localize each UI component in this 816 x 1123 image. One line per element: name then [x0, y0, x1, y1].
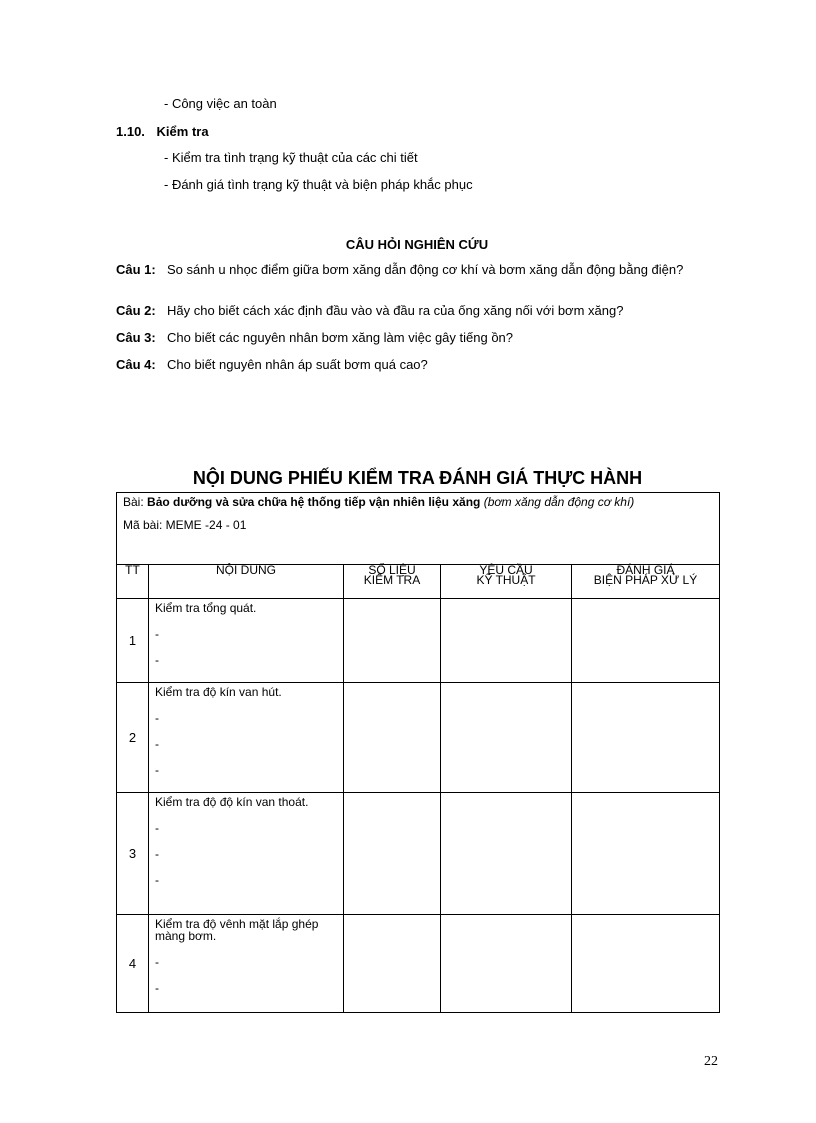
question-label: Câu 2:: [116, 303, 156, 318]
intro-item: - Công việc an toàn: [164, 96, 277, 111]
row-content: [149, 599, 344, 683]
row-dash: -: [155, 653, 159, 667]
question-label: Câu 4:: [116, 357, 156, 372]
row-dash: -: [155, 627, 159, 641]
row-dash: -: [155, 821, 159, 835]
row-title: Kiểm tra độ vênh mặt lắp ghép màng bơm.: [155, 917, 319, 943]
col-header-data-line1: SỐ LIỆU: [368, 563, 416, 577]
section-heading: [116, 124, 209, 139]
row-title: Kiểm tra độ độ kín van thoát.: [155, 795, 309, 809]
question-text: So sánh u nhọc điểm giữa bơm xăng dẫn động cơ khí và bơm xăng dẫn động bằng điện?: [167, 262, 684, 277]
table-row: [117, 599, 720, 683]
evaluation-cell[interactable]: [572, 793, 720, 915]
lesson-info-row: [117, 493, 720, 565]
col-header-content: NỘI DUNG: [149, 565, 344, 599]
lesson-code: Mã bài: MEME -24 - 01: [123, 518, 247, 532]
row-dash: -: [155, 873, 159, 887]
col-header-data-line2: KIỂM TRA: [363, 573, 421, 587]
lesson-info: [117, 493, 720, 565]
row-content: [149, 793, 344, 915]
question-3: [116, 332, 718, 346]
col-header-requirement-line2: KỸ THUẬT: [476, 573, 536, 587]
section-item: - Đánh giá tình trạng kỹ thuật và biện pháp khắc phục: [164, 177, 473, 192]
question-text: Cho biết các nguyên nhân bơm xăng làm việc gây tiếng ồn?: [167, 330, 514, 345]
question-1: [116, 264, 718, 290]
row-number: 2: [117, 683, 149, 793]
questions-heading: CÂU HỎI NGHIÊN CỨU: [345, 237, 489, 252]
row-dash: -: [155, 737, 159, 751]
row-dash: -: [155, 711, 159, 725]
row-dash: -: [155, 847, 159, 861]
section-title: Kiểm tra: [156, 124, 209, 139]
question-label: Câu 1:: [116, 262, 156, 277]
col-header-evaluation-line2: BIỆN PHÁP XỬ LÝ: [593, 573, 698, 587]
requirement-cell[interactable]: [441, 599, 572, 683]
requirement-cell[interactable]: [441, 683, 572, 793]
section-number: 1.10.: [116, 124, 145, 139]
col-header-evaluation-line1: ĐÁNH GIÁ: [616, 563, 675, 577]
requirement-cell[interactable]: [441, 915, 572, 1013]
evaluation-cell[interactable]: [572, 683, 720, 793]
row-content: [149, 915, 344, 1013]
row-title: Kiểm tra tổng quát.: [155, 601, 257, 615]
evaluation-table: [116, 492, 720, 1013]
question-2: [116, 305, 718, 319]
row-number: 4: [117, 915, 149, 1013]
question-4: [116, 359, 718, 373]
col-header-requirement-line1: YÊU CẦU: [479, 563, 533, 577]
evaluation-cell[interactable]: [572, 915, 720, 1013]
evaluation-cell[interactable]: [572, 599, 720, 683]
question-text: Cho biết nguyên nhân áp suất bơm quá cao?: [167, 357, 428, 372]
lesson-name: Bảo dưỡng và sửa chữa hệ thống tiếp vận nhiên liệu xăng: [147, 495, 481, 509]
lesson-note: (bơm xăng dẫn động cơ khí): [483, 495, 635, 509]
row-content: [149, 683, 344, 793]
data-cell[interactable]: [344, 599, 441, 683]
row-number: 1: [117, 599, 149, 683]
col-header-data: [344, 565, 441, 599]
header-row: [117, 565, 720, 599]
row-dash: -: [155, 763, 159, 777]
data-cell[interactable]: [344, 793, 441, 915]
row-number: 3: [117, 793, 149, 915]
table-row: [117, 915, 720, 1013]
row-dash: -: [155, 981, 159, 995]
question-label: Câu 3:: [116, 330, 156, 345]
question-text: Hãy cho biết cách xác định đầu vào và đầu ra của ống xăng nối với bơm xăng?: [167, 303, 624, 318]
table-row: [117, 793, 720, 915]
row-dash: -: [155, 955, 159, 969]
lesson-prefix: Bài:: [123, 495, 144, 509]
requirement-cell[interactable]: [441, 793, 572, 915]
data-cell[interactable]: [344, 915, 441, 1013]
table-row: [117, 683, 720, 793]
col-header-tt: TT: [117, 565, 149, 599]
col-header-requirement: [441, 565, 572, 599]
row-title: Kiểm tra độ kín van hút.: [155, 685, 282, 699]
section-item: - Kiểm tra tình trạng kỹ thuật của các chi tiết: [164, 150, 418, 165]
table-title: NỘI DUNG PHIẾU KIỂM TRA ĐÁNH GIÁ THỰC HÀNH: [192, 468, 643, 488]
page-number: 22: [704, 1054, 718, 1069]
data-cell[interactable]: [344, 683, 441, 793]
col-header-evaluation: [572, 565, 720, 599]
